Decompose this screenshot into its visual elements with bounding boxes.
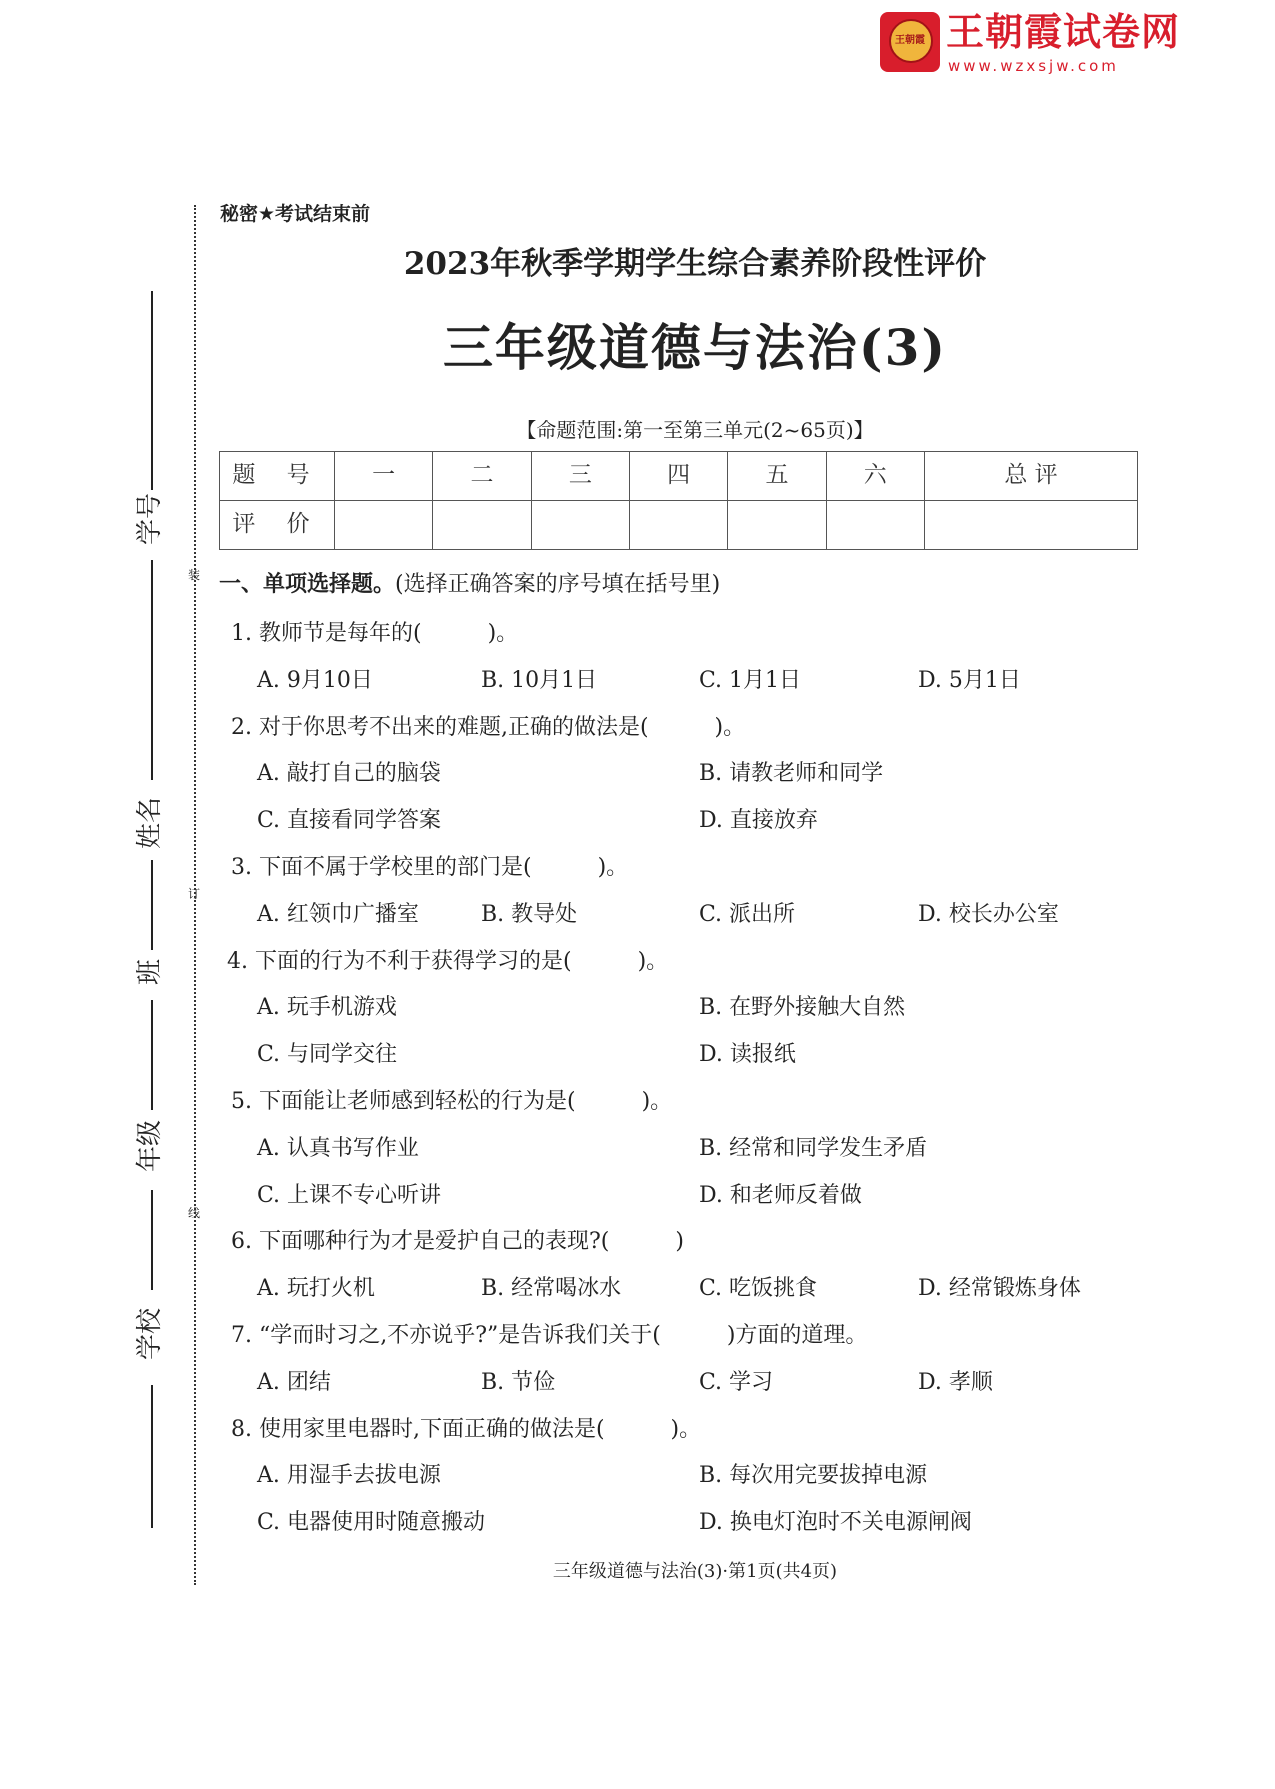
option-c: C. 直接看同学答案 xyxy=(257,808,442,834)
score-header-cell: 三 xyxy=(531,452,629,501)
cut-line xyxy=(194,205,196,1585)
option-a: A. 用湿手去拔电源 xyxy=(257,1463,441,1489)
option-d: D. 直接放弃 xyxy=(699,808,818,834)
score-cell xyxy=(335,501,433,550)
score-header-cell: 总 评 xyxy=(924,452,1137,501)
question-stem: 7. “学而时习之,不亦说乎?”是告诉我们关于( )方面的道理。 xyxy=(231,1323,868,1348)
logo-url: www.wzxsjw.com xyxy=(948,57,1119,75)
site-logo xyxy=(880,10,1190,76)
option-c: C. 与同学交往 xyxy=(257,1042,398,1068)
side-field-label: 姓名 xyxy=(135,797,165,850)
option-b: B. 节俭 xyxy=(481,1369,556,1395)
blank-line xyxy=(151,1190,153,1290)
question-stem: 8. 使用家里电器时,下面正确的做法是( )。 xyxy=(231,1416,702,1442)
score-row-label: 评 价 xyxy=(220,501,335,550)
option-b: B. 教导处 xyxy=(481,901,578,927)
blank-line xyxy=(151,860,153,950)
score-cell xyxy=(924,501,1137,550)
binding-mark: 装 xyxy=(188,568,201,582)
score-cell xyxy=(629,501,727,550)
option-d: D. 和老师反着做 xyxy=(699,1182,862,1208)
option-a: A. 红领巾广播室 xyxy=(257,901,419,927)
logo-title: 王朝霞试卷网 xyxy=(946,10,1181,54)
option-d: D. 5月1日 xyxy=(918,667,1021,693)
side-field-label: 班 xyxy=(135,959,165,986)
blank-line xyxy=(151,560,153,780)
option-a: A. 敲打自己的脑袋 xyxy=(257,761,441,787)
score-value-row xyxy=(220,501,1138,550)
option-c: C. 电器使用时随意搬动 xyxy=(257,1510,486,1536)
exam-range: 【命题范围:第一至第三单元(2~65页)】 xyxy=(516,418,874,442)
option-c: C. 吃饭挑食 xyxy=(699,1276,818,1302)
score-header-cell: 题 号 xyxy=(220,452,335,501)
option-d: D. 读报纸 xyxy=(699,1042,796,1068)
confidential-label: 秘密★考试结束前 xyxy=(220,203,371,225)
score-header-cell: 二 xyxy=(433,452,531,501)
score-header-cell: 一 xyxy=(335,452,433,501)
option-d: D. 校长办公室 xyxy=(918,901,1059,927)
question-stem: 5. 下面能让老师感到轻松的行为是( )。 xyxy=(231,1089,673,1114)
option-d: D. 孝顺 xyxy=(918,1369,993,1395)
binding-mark: 线 xyxy=(188,1206,201,1220)
question-stem: 6. 下面哪种行为才是爱护自己的表现?( ) xyxy=(231,1229,684,1255)
question-stem: 1. 教师节是每年的( )。 xyxy=(231,621,519,646)
option-d: D. 换电灯泡时不关电源闸阀 xyxy=(699,1510,972,1536)
side-field-label: 学校 xyxy=(135,1308,165,1361)
option-c: C. 学习 xyxy=(699,1369,774,1395)
section-title: 一、单项选择题。 xyxy=(219,572,396,597)
option-b: B. 请教老师和同学 xyxy=(699,761,884,787)
question-stem: 4. 下面的行为不利于获得学习的是( )。 xyxy=(227,948,669,974)
score-cell xyxy=(728,501,826,550)
score-cell xyxy=(531,501,629,550)
option-b: B. 在野外接触大自然 xyxy=(699,995,906,1021)
question-stem: 3. 下面不属于学校里的部门是( )。 xyxy=(231,855,629,880)
option-a: A. 玩手机游戏 xyxy=(257,995,397,1021)
score-header-cell: 六 xyxy=(826,452,924,501)
subject-title: 三年级道德与法治(3) xyxy=(442,318,948,377)
binding-mark: 订 xyxy=(188,887,201,901)
option-b: B. 10月1日 xyxy=(481,667,598,693)
option-b: B. 每次用完要拔掉电源 xyxy=(699,1463,928,1489)
score-header-row xyxy=(220,452,1138,501)
section-note: (选择正确答案的序号填在括号里) xyxy=(395,572,721,597)
score-cell xyxy=(433,501,531,550)
score-table xyxy=(219,451,1138,550)
option-c: C. 派出所 xyxy=(699,901,796,927)
side-field-label: 年级 xyxy=(135,1120,165,1173)
option-c: C. 1月1日 xyxy=(699,667,802,693)
section-heading xyxy=(219,572,720,598)
option-b: B. 经常喝冰水 xyxy=(481,1276,622,1302)
option-c: C. 上课不专心听讲 xyxy=(257,1182,442,1208)
score-header-cell: 四 xyxy=(629,452,727,501)
option-b: B. 经常和同学发生矛盾 xyxy=(699,1135,928,1161)
page-footer: 三年级道德与法治(3)·第1页(共4页) xyxy=(552,1561,838,1582)
blank-line xyxy=(151,1000,153,1110)
option-a: A. 9月10日 xyxy=(257,667,373,693)
option-a: A. 认真书写作业 xyxy=(257,1135,419,1161)
side-field-label: 学号 xyxy=(135,493,165,546)
question-stem: 2. 对于你思考不出来的难题,正确的做法是( )。 xyxy=(231,714,746,740)
score-header-cell: 五 xyxy=(728,452,826,501)
option-a: A. 团结 xyxy=(257,1369,331,1395)
logo-emblem-icon xyxy=(880,12,940,72)
option-d: D. 经常锻炼身体 xyxy=(918,1276,1081,1302)
score-cell xyxy=(826,501,924,550)
option-a: A. 玩打火机 xyxy=(257,1276,375,1302)
blank-line xyxy=(151,1385,153,1528)
logo-badge-text: 王朝霞 xyxy=(895,35,925,46)
exam-title: 2023年秋季学期学生综合素养阶段性评价 xyxy=(403,246,987,282)
